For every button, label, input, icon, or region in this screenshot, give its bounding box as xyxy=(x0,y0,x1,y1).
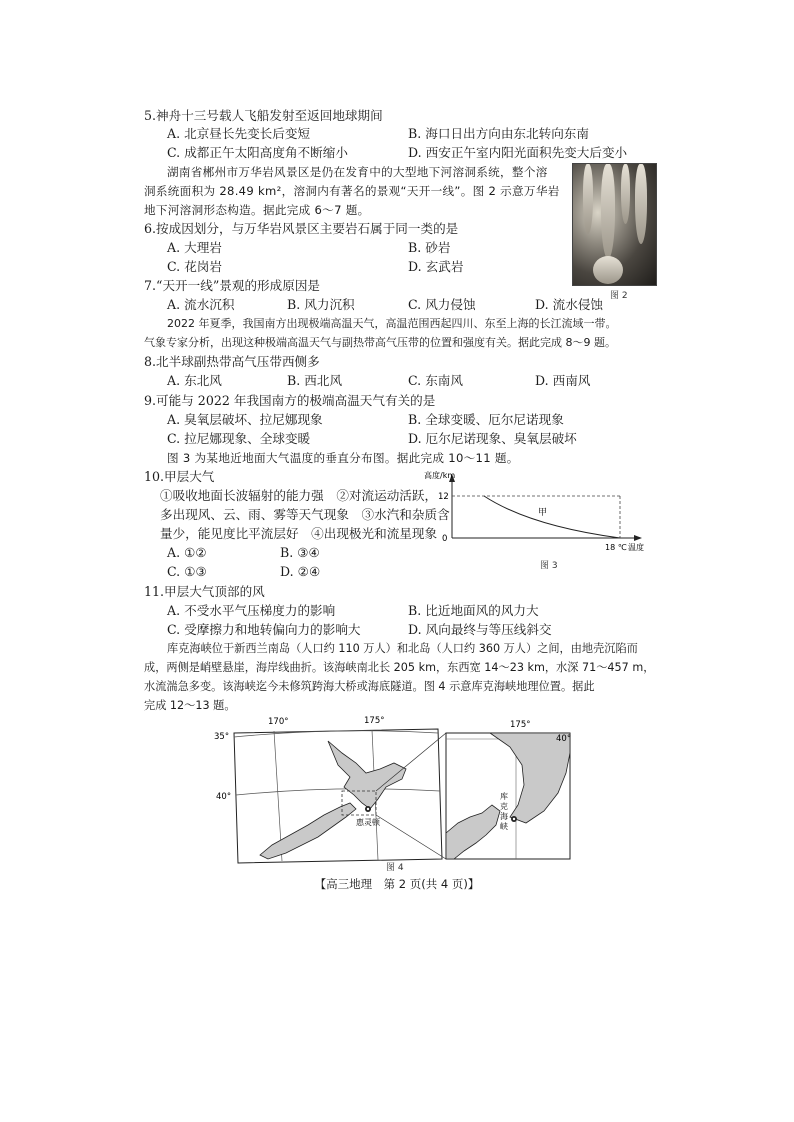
fig3-temperature-profile xyxy=(420,468,650,578)
fig2-caption: 图 2 xyxy=(610,291,628,301)
passage1-line3: 地下河溶洞形态构造。据此完成 6～7 题。 xyxy=(144,203,370,217)
q7-option-b: B. 风力沉积 xyxy=(287,297,355,312)
q7-stem: 7.“天开一线”景观的形成原因是 xyxy=(144,278,321,293)
fig4-inset-lat40: 40° xyxy=(556,734,572,744)
q10-line2: 多出现风、云、雨、雾等天气现象 ③水汽和杂质含 xyxy=(160,507,450,522)
fig3-layer-label: 甲 xyxy=(538,508,548,518)
q9-option-b: B. 全球变暖、厄尔尼诺现象 xyxy=(408,412,564,427)
q10-option-b: B. ③④ xyxy=(280,545,320,560)
q11-option-c: C. 受摩擦力和地转偏向力的影响大 xyxy=(167,622,361,637)
fig3-temperature-curve xyxy=(484,496,620,538)
fig3-t18-label: 18 ℃ xyxy=(605,543,627,552)
q11-option-b: B. 比近地面风的风力大 xyxy=(408,603,539,618)
q9-option-a: A. 臭氧层破坏、拉尼娜现象 xyxy=(167,412,323,427)
q8-option-b: B. 西北风 xyxy=(287,373,343,388)
q6-option-b: B. 砂岩 xyxy=(408,240,451,255)
fig4-lon175: 175° xyxy=(364,716,385,726)
q10-option-a: A. ①② xyxy=(167,545,207,560)
q8-option-c: C. 东南风 xyxy=(408,373,463,388)
q10-stem: 10.甲层大气 xyxy=(144,469,215,484)
q10-option-d: D. ②④ xyxy=(280,564,321,579)
fig3-caption: 图 3 xyxy=(540,561,558,571)
fig4-lon170: 170° xyxy=(268,717,289,727)
fig4-wellington-marker-center xyxy=(367,808,369,810)
passage4-line2: 成，两侧是峭壁悬崖，海岸线曲折。该海峡南北长 205 km，东西宽 14～23 km，水深 71～457 m， xyxy=(144,661,655,674)
fig4-inset-city-marker-center xyxy=(513,818,515,820)
page-footer: 【高三地理 第 2 页(共 4 页)】 xyxy=(314,877,480,891)
q5-option-b: B. 海口日出方向由东北转向东南 xyxy=(408,126,589,141)
q9-option-d: D. 厄尔尼诺现象、臭氧层破坏 xyxy=(408,431,577,446)
fig4-strait-char2: 克 xyxy=(500,802,508,811)
fig3-xlabel: 温度 xyxy=(628,543,644,552)
fig4-wellington-label: 惠灵顿 xyxy=(356,818,380,827)
q8-option-a: A. 东北风 xyxy=(167,373,222,388)
q6-stem: 6.按成因划分，与万华岩风景区主要岩石属于同一类的是 xyxy=(144,221,459,236)
fig4-cook-strait-map xyxy=(210,713,590,873)
fig3-y12-label: 12 xyxy=(438,492,449,502)
q5-option-a: A. 北京昼长先变长后变短 xyxy=(167,126,311,141)
q9-option-c: C. 拉尼娜现象、全球变暖 xyxy=(167,431,311,446)
q11-stem: 11.甲层大气顶部的风 xyxy=(144,584,265,599)
fig4-strait-char4: 峡 xyxy=(500,822,508,831)
fig4-strait-char3: 海 xyxy=(500,812,508,821)
q10-line1: ①吸收地面长波辐射的能力强 ②对流运动活跃， xyxy=(160,488,438,503)
fig4-lat40: 40° xyxy=(216,792,232,802)
passage1-line2: 洞系统面积为 28.49 km²，溶洞内有著名的景观“天开一线”。图 2 示意万华岩 xyxy=(144,184,560,198)
fig3-ylabel: 高度/km xyxy=(424,471,456,480)
q6-option-d: D. 玄武岩 xyxy=(408,259,464,274)
fig4-inset-lon175: 175° xyxy=(510,720,531,730)
q10-line3: 量少，能见度比平流层好 ④出现极光和流星现象 xyxy=(160,526,438,541)
q6-option-c: C. 花岗岩 xyxy=(167,259,222,274)
passage4-line4: 完成 12～13 题。 xyxy=(144,699,236,712)
fig3-x-arrow xyxy=(634,535,642,541)
q11-option-d: D. 风向最终与等压线斜交 xyxy=(408,622,552,637)
passage2-line1: 2022 年夏季，我国南方出现极端高温天气，高温范围西起四川、东至上海的长江流域一带。 xyxy=(167,317,617,330)
q7-option-a: A. 流水沉积 xyxy=(167,297,235,312)
q5-stem: 5.神舟十三号载人飞船发射至返回地球期间 xyxy=(144,108,383,123)
q9-stem: 9.可能与 2022 年我国南方的极端高温天气有关的是 xyxy=(144,393,436,408)
fig4-strait-char1: 库 xyxy=(500,792,508,801)
fig3-origin-label: 0 xyxy=(442,534,448,544)
q7-option-c: C. 风力侵蚀 xyxy=(408,297,476,312)
cave-photo xyxy=(572,163,657,286)
q8-stem: 8.北半球副热带高气压带西侧多 xyxy=(144,354,320,369)
passage4-line1: 库克海峡位于新西兰南岛（人口约 110 万人）和北岛（人口约 360 万人）之间，由地壳沉陷而 xyxy=(167,642,638,655)
q8-option-d: D. 西南风 xyxy=(535,373,591,388)
passage2-line2: 气象专家分析，出现这种极端高温天气与副热带高气压带的位置和强度有关。据此完成 8～9 题。 xyxy=(144,336,616,349)
q5-option-d: D. 西安正午室内阳光面积先变大后变小 xyxy=(408,145,628,160)
q5-option-c: C. 成都正午太阳高度角不断缩小 xyxy=(167,145,348,160)
q7-option-d: D. 流水侵蚀 xyxy=(535,297,604,312)
q10-option-c: C. ①③ xyxy=(167,564,207,579)
q11-option-a: A. 不受水平气压梯度力的影响 xyxy=(167,603,336,618)
q6-option-a: A. 大理岩 xyxy=(167,240,222,255)
fig4-lat35: 35° xyxy=(214,732,230,742)
fig4-caption: 图 4 xyxy=(386,863,404,873)
passage1-line1: 湖南省郴州市万华岩风景区是仍在发育中的大型地下河溶洞系统，整个溶 xyxy=(167,165,548,179)
passage4-line3: 水流湍急多变。该海峡迄今未修筑跨海大桥或海底隧道。图 4 示意库克海峡地理位置。据此 xyxy=(144,680,595,693)
passage3: 图 3 为某地近地面大气温度的垂直分布图。据此完成 10～11 题。 xyxy=(167,451,519,465)
